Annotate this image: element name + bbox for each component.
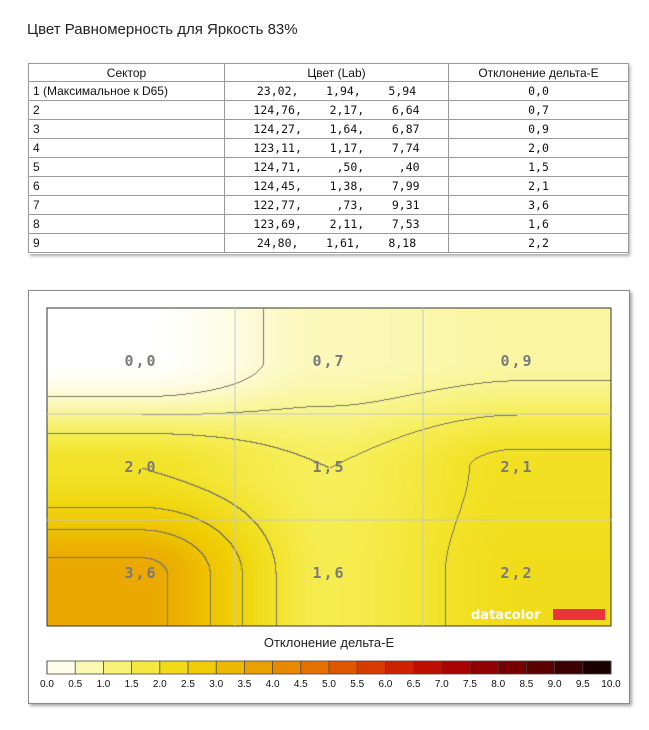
- cell-lab: 124,71, ,50, ,40: [225, 158, 449, 177]
- legend-swatch: [273, 661, 302, 674]
- cell-value-label: 0,7: [312, 352, 346, 370]
- cell-delta-e: 0,9: [449, 120, 629, 139]
- legend-swatch: [526, 661, 555, 674]
- legend-tick-label: 1.0: [96, 679, 111, 690]
- table-row: [29, 139, 629, 158]
- legend-swatch: [442, 661, 471, 674]
- legend-tick-label: 5.5: [350, 679, 365, 690]
- legend-tick-label: 8.0: [491, 679, 506, 690]
- legend-tick-label: 6.0: [378, 679, 393, 690]
- cell-value-label: 0,9: [500, 352, 534, 370]
- column-header-lab: Цвет (Lab): [225, 64, 449, 82]
- legend-tick-label: 3.0: [209, 679, 224, 690]
- legend-swatch: [583, 661, 612, 674]
- legend-tick-label: 10.0: [601, 679, 621, 690]
- legend-swatch: [385, 661, 414, 674]
- legend-tick-label: 0.0: [40, 679, 54, 690]
- table-header-row: [29, 64, 629, 82]
- lab-table: [28, 63, 629, 253]
- legend-tick-label: 4.5: [293, 679, 308, 690]
- cell-delta-e: 1,6: [449, 215, 629, 234]
- column-header-delta-e: Отклонение дельта-Е: [449, 64, 629, 82]
- legend-swatch: [75, 661, 104, 674]
- cell-sector: 5: [29, 158, 225, 177]
- legend-tick-label: 9.0: [547, 679, 562, 690]
- legend-tick-label: 4.0: [265, 679, 280, 690]
- cell-sector: 4: [29, 139, 225, 158]
- table-row: [29, 101, 629, 120]
- cell-value-label: 2,1: [500, 458, 534, 476]
- cell-lab: 123,11, 1,17, 7,74: [225, 139, 449, 158]
- legend-swatch: [357, 661, 386, 674]
- table-row: [29, 158, 629, 177]
- legend-swatch: [132, 661, 161, 674]
- cell-lab: 124,27, 1,64, 6,87: [225, 120, 449, 139]
- uniformity-chart-panel: [28, 290, 630, 704]
- legend-swatch: [498, 661, 527, 674]
- legend-swatch: [470, 661, 499, 674]
- brand-logo-text: datacolor: [471, 608, 541, 623]
- cell-value-label: 1,5: [312, 458, 346, 476]
- table-row: [29, 120, 629, 139]
- cell-value-label: 2,0: [124, 458, 158, 476]
- legend-swatch: [244, 661, 273, 674]
- legend-swatch: [47, 661, 76, 674]
- table-row: [29, 177, 629, 196]
- table-row: [29, 82, 629, 101]
- column-header-sector: Сектор: [29, 64, 225, 82]
- legend-tick-label: 7.0: [434, 679, 449, 690]
- table-row: [29, 234, 629, 253]
- cell-sector: 9: [29, 234, 225, 253]
- cell-value-label: 1,6: [312, 564, 346, 582]
- legend-swatch: [160, 661, 189, 674]
- cell-value-label: 3,6: [124, 564, 158, 582]
- table-row: [29, 215, 629, 234]
- cell-delta-e: 2,0: [449, 139, 629, 158]
- lab-table-container: [28, 63, 628, 254]
- legend-swatch: [301, 661, 330, 674]
- cell-delta-e: 2,1: [449, 177, 629, 196]
- legend-tick-label: 3.5: [237, 679, 252, 690]
- page-title: Цвет Равномерность для Яркость 83%: [27, 21, 298, 38]
- legend-tick-label: 2.0: [152, 679, 167, 690]
- legend-tick-label: 5.0: [322, 679, 336, 690]
- cell-delta-e: 1,5: [449, 158, 629, 177]
- cell-delta-e: 0,7: [449, 101, 629, 120]
- cell-sector: 7: [29, 196, 225, 215]
- cell-sector: 3: [29, 120, 225, 139]
- legend-tick-label: 6.5: [406, 679, 421, 690]
- cell-value-label: 0,0: [124, 352, 158, 370]
- legend-tick-label: 0.5: [68, 679, 83, 690]
- legend-title: Отклонение дельта-Е: [263, 635, 395, 650]
- legend-swatch: [216, 661, 245, 674]
- legend-swatch: [188, 661, 217, 674]
- legend-tick-label: 9.5: [575, 679, 590, 690]
- legend-swatch: [555, 661, 584, 674]
- legend-tick-label: 1.5: [124, 679, 139, 690]
- cell-lab: 23,02, 1,94, 5,94: [225, 82, 449, 101]
- cell-lab: 124,45, 1,38, 7,99: [225, 177, 449, 196]
- cell-lab: 24,80, 1,61, 8,18: [225, 234, 449, 253]
- cell-lab: 123,69, 2,11, 7,53: [225, 215, 449, 234]
- cell-sector: 1 (Максимальное к D65): [29, 82, 225, 101]
- legend-swatch: [414, 661, 443, 674]
- legend-tick-label: 8.5: [519, 679, 534, 690]
- cell-sector: 6: [29, 177, 225, 196]
- cell-delta-e: 2,2: [449, 234, 629, 253]
- legend-swatch: [103, 661, 132, 674]
- cell-sector: 2: [29, 101, 225, 120]
- cell-lab: 122,77, ,73, 9,31: [225, 196, 449, 215]
- cell-delta-e: 0,0: [449, 82, 629, 101]
- cell-sector: 8: [29, 215, 225, 234]
- cell-value-label: 2,2: [500, 564, 534, 582]
- brand-logo-bar: [553, 609, 605, 620]
- cell-lab: 124,76, 2,17, 6,64: [225, 101, 449, 120]
- cell-delta-e: 3,6: [449, 196, 629, 215]
- table-row: [29, 196, 629, 215]
- legend-swatch: [329, 661, 358, 674]
- legend-tick-label: 7.5: [463, 679, 477, 690]
- legend-tick-label: 2.5: [181, 679, 195, 690]
